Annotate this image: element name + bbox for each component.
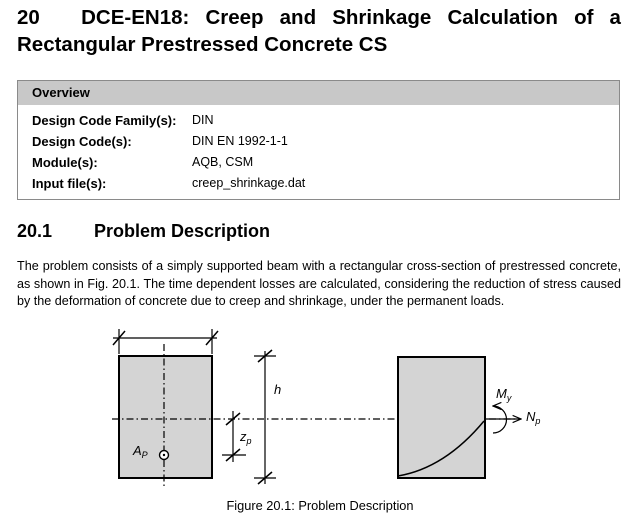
chapter-number: 20 [17, 6, 40, 29]
overview-value: DIN EN 1992-1-1 [192, 134, 288, 148]
chapter-title-line1 [17, 4, 621, 31]
overview-value: DIN [192, 113, 214, 127]
title-word: a [609, 6, 621, 29]
body-paragraph: The problem consists of a simply supported beam with a rectangular cross-section of prestressed concrete, as shown in Fig. 20.1. The time dependent losses are calculated, considering the reduction of stress caused by the deformation of concrete due to creep and shrinkage, under the permanent loads. [17, 259, 621, 308]
tendon-center [163, 454, 165, 456]
overview-value: creep_shrinkage.dat [192, 176, 306, 190]
overview-header: Overview [18, 81, 619, 105]
title-word: Creep [205, 6, 264, 29]
title-word: Calculation [447, 6, 558, 29]
chapter-code: DCE-EN18: [81, 6, 190, 29]
title-word: and [279, 6, 317, 29]
label-ap: $A_P$ [133, 443, 148, 460]
title-word: of [574, 6, 594, 29]
overview-row [32, 175, 305, 196]
label-np: $N_p$ [526, 409, 541, 426]
overview-value: AQB, CSM [192, 155, 254, 169]
label-zp: $z_p$ [240, 429, 252, 446]
label-my: $M_y$ [496, 386, 512, 403]
figure-caption: Figure 20.1: Problem Description [226, 498, 414, 513]
overview-row [32, 154, 305, 175]
overview-box [17, 80, 620, 200]
section-heading: Problem Description [94, 221, 271, 241]
overview-key: Design Code Family(s): [32, 113, 177, 128]
section-title [17, 221, 270, 242]
overview-key: Design Code(s): [32, 134, 132, 149]
overview-table [32, 112, 305, 196]
problem-figure [0, 320, 640, 492]
label-h: h [274, 382, 282, 397]
overview-row [32, 133, 305, 154]
section-number: 20.1 [17, 221, 53, 241]
overview-key: Input file(s): [32, 176, 107, 191]
chapter-title [17, 4, 621, 58]
title-word: Shrinkage [332, 6, 432, 29]
overview-row [32, 112, 305, 133]
chapter-title-line2: Rectangular Prestressed Concrete CS [17, 33, 388, 56]
overview-key: Module(s): [32, 155, 98, 170]
